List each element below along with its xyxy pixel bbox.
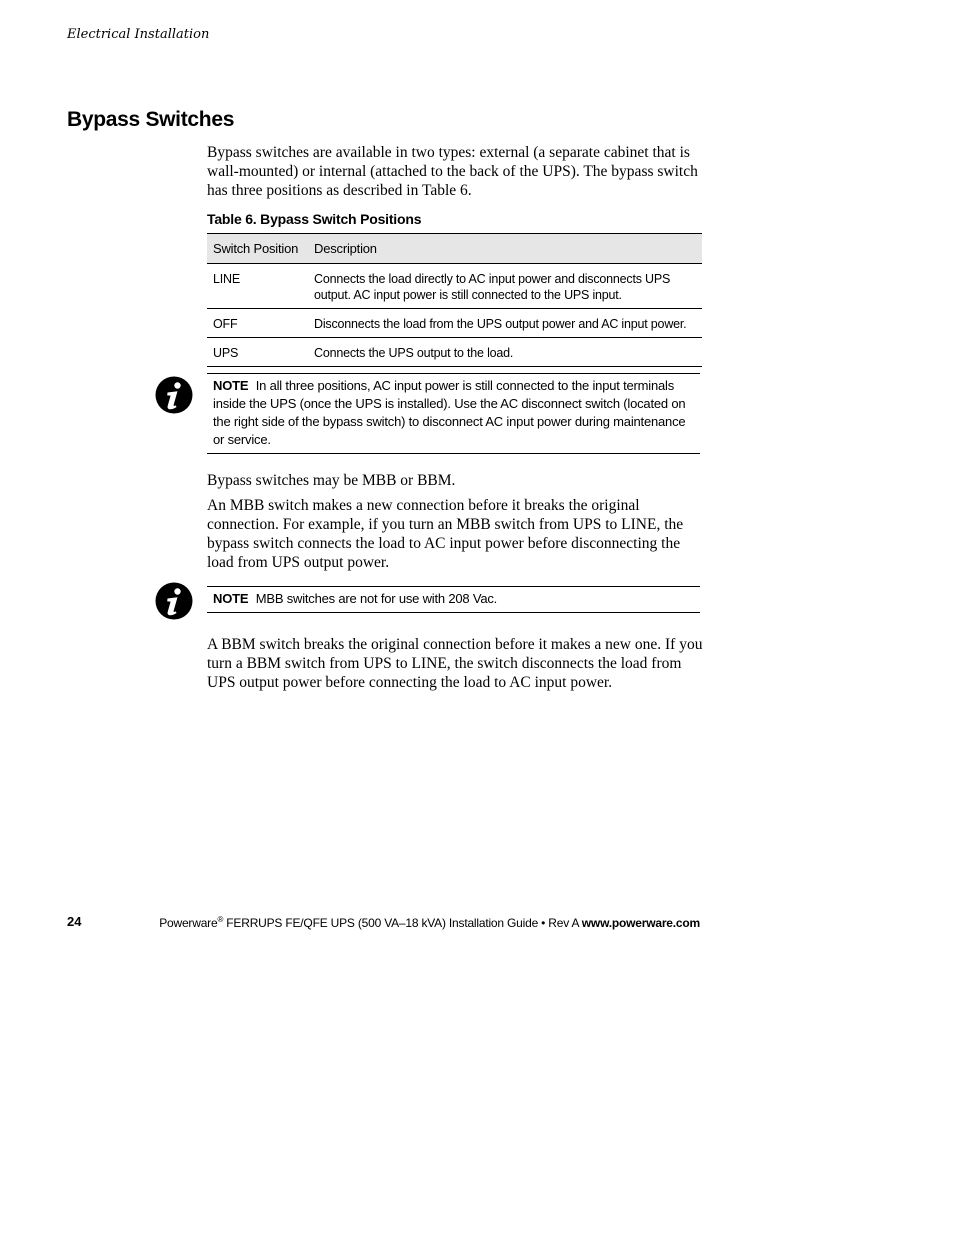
mbb-description-paragraph: An MBB switch makes a new connection before it breaks the original connection. For example, if you turn an MBB switch from UPS to LINE, the bypass switch connects the load to AC input power before disconnecting the load from UPS output power. [207, 497, 684, 571]
note-box [207, 373, 700, 454]
header-switch-position: Switch Position [207, 234, 308, 264]
note-text: In all three positions, AC input power is still connected to the input terminals inside the UPS (once the UPS is installed). Use the AC disconnect switch (located on the right side of the bypass switch) to disconnect AC input power during maintenance or service. [213, 378, 686, 447]
info-icon [155, 582, 193, 620]
note-text: MBB switches are not for use with 208 Vac. [255, 591, 498, 606]
row-description: Connects the UPS output to the load. [308, 338, 702, 367]
footer-guide-title: FERRUPS FE/QFE UPS (500 VA–18 kVA) Installation Guide • Rev A [223, 916, 582, 930]
footer-brand: Powerware [159, 916, 218, 930]
page-number: 24 [67, 914, 82, 929]
header-description: Description [308, 234, 702, 264]
note-label: NOTE [213, 591, 249, 606]
table-row [207, 309, 702, 338]
registered-mark: ® [217, 915, 224, 924]
info-icon [155, 376, 193, 414]
row-description: Disconnects the load from the UPS output power and AC input power. [308, 309, 702, 338]
row-position: UPS [207, 338, 308, 367]
bbm-description-paragraph: A BBM switch breaks the original connection before it makes a new one. If you turn a BBM switch from UPS to LINE, the switch disconnects the load from UPS output power before connecting the load to AC input power. [207, 636, 703, 691]
row-position: OFF [207, 309, 308, 338]
footer-text [159, 915, 700, 930]
note-label: NOTE [213, 378, 249, 393]
intro-paragraph: Bypass switches are available in two types: external (a separate cabinet that is wall-mounted) or internal (attached to the back of the UPS). The bypass switch has three positions as described in Table 6. [207, 144, 698, 199]
table-header-row [207, 234, 702, 264]
table-caption: Table 6. Bypass Switch Positions [207, 211, 422, 227]
section-title: Bypass Switches [67, 108, 235, 131]
note-box [207, 586, 700, 613]
table-row [207, 338, 702, 367]
row-position: LINE [207, 264, 308, 309]
running-head: Electrical Installation [67, 27, 210, 42]
bypass-switch-positions-table [207, 233, 702, 367]
table-row [207, 264, 702, 309]
mbb-bbm-paragraph: Bypass switches may be MBB or BBM. [207, 472, 456, 489]
footer-url: www.powerware.com [581, 916, 700, 930]
row-description: Connects the load directly to AC input power and disconnects UPS output. AC input power is still connected to the UPS input. [308, 264, 702, 309]
